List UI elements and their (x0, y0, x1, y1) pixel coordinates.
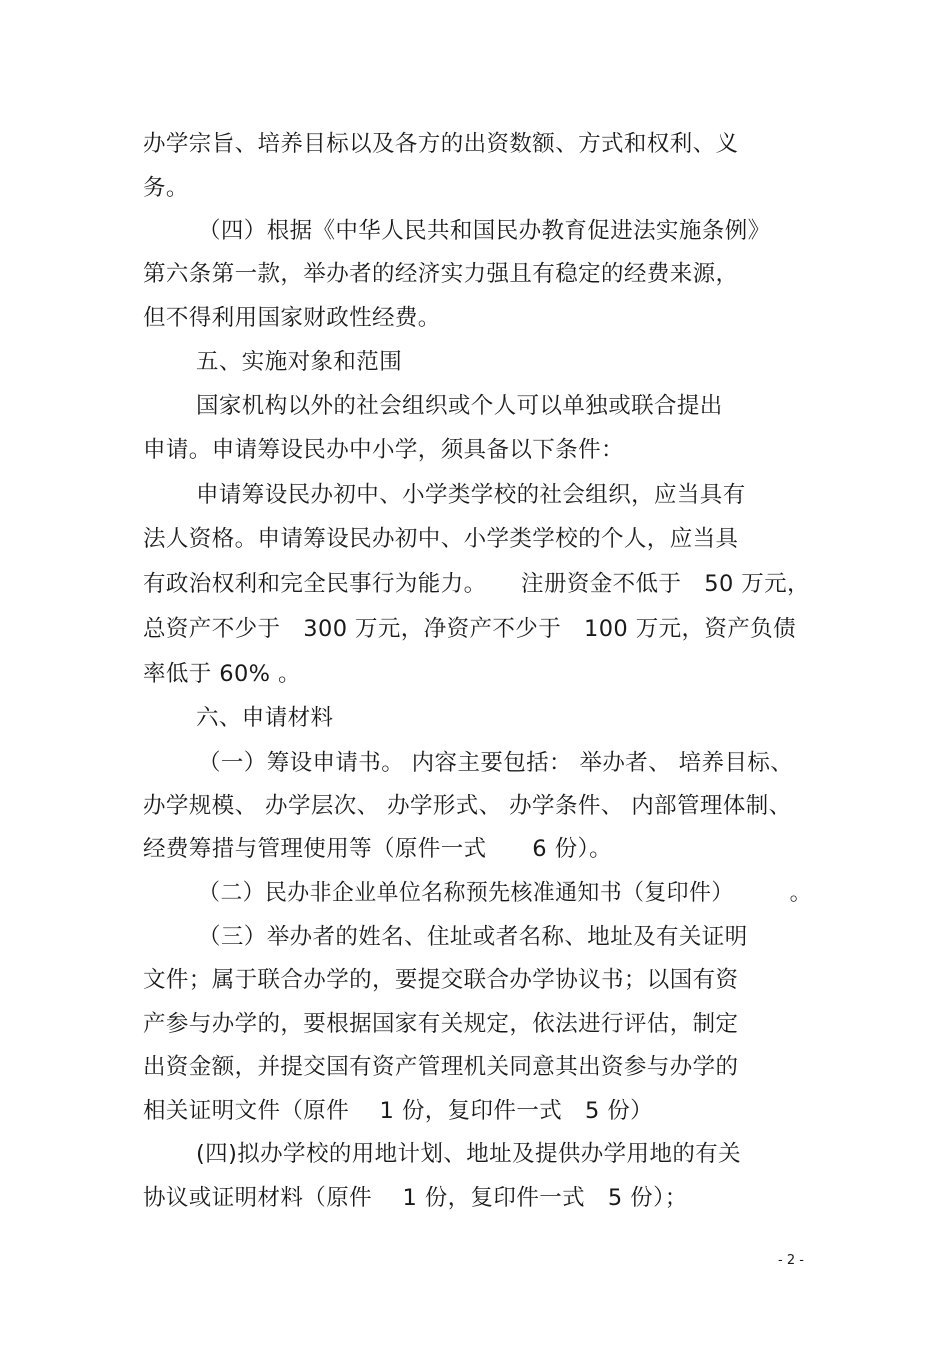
paragraph-line: 率低于 60% 。 (143, 661, 301, 687)
page-number: - 2 - (778, 1253, 804, 1268)
paragraph-line: 办学宗旨、培养目标以及各方的出资数额、方式和权利、义 (143, 131, 739, 157)
paragraph-line: （四）根据《中华人民共和国民办教育促进法实施条例》 (198, 218, 771, 244)
paragraph-line: 国家机构以外的社会组织或个人可以单独或联合提出 (196, 393, 723, 419)
paragraph-line: 但不得利用国家财政性经费。 (143, 305, 441, 331)
section-heading: 五、实施对象和范围 (196, 349, 403, 375)
paragraph-line: 协议或证明材料（原件 1 份，复印件一式 5 份）； (143, 1185, 688, 1211)
paragraph-line: 法人资格。申请筹设民办初中、小学类学校的个人，应当具 (143, 526, 739, 552)
paragraph-line: 经费筹措与管理使用等（原件一式 6 份）。 (143, 836, 613, 862)
paragraph-line: 相关证明文件（原件 1 份，复印件一式 5 份） (143, 1098, 654, 1124)
paragraph-line: 务。 (143, 175, 189, 201)
paragraph-line: 有政治权利和完全民事行为能力。 注册资金不低于 50 万元， (143, 571, 810, 597)
paragraph-line: (四)拟办学校的用地计划、地址及提供办学用地的有关 (196, 1141, 742, 1167)
paragraph-line: 申请筹设民办初中、小学类学校的社会组织，应当具有 (196, 482, 746, 508)
paragraph-line: （一）筹设申请书。 内容主要包括： 举办者、 培养目标、 (198, 750, 794, 776)
paragraph-line: 第六条第一款，举办者的经济实力强且有稳定的经费来源， (143, 261, 739, 287)
paragraph-line: 申请。申请筹设民办中小学，须具备以下条件： (143, 437, 624, 463)
paragraph-line: 文件；属于联合办学的，要提交联合办学协议书；以国有资 (143, 967, 739, 993)
paragraph-line: 总资产不少于 300 万元，净资产不少于 100 万元，资产负债 (143, 616, 796, 642)
paragraph-line: 产参与办学的，要根据国家有关规定，依法进行评估，制定 (143, 1011, 739, 1037)
paragraph-line: （二）民办非企业单位名称预先核准通知书（复印件） 。 (198, 880, 812, 906)
section-heading: 六、申请材料 (196, 705, 334, 731)
paragraph-line: （三）举办者的姓名、住址或者名称、地址及有关证明 (198, 924, 748, 950)
paragraph-line: 办学规模、 办学层次、 办学形式、 办学条件、 内部管理体制、 (143, 793, 792, 819)
paragraph-line: 出资金额，并提交国有资产管理机关同意其出资参与办学的 (143, 1054, 739, 1080)
